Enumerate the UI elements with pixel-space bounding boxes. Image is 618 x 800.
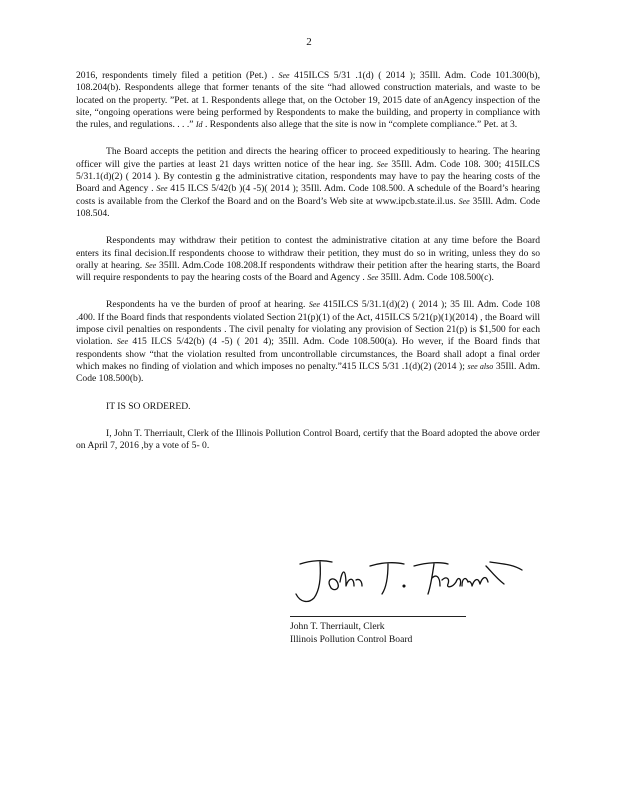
page-number: 2 <box>306 36 312 48</box>
citation-signal: See <box>376 159 388 169</box>
citation-signal: See <box>116 337 129 347</box>
paragraph-burden: Respondents ha ve the burden of proof at hearing. See 415ILCS 5/31.1(d)(2) ( 2014 ); 35 Ill. Adm. Code 108 .400. If the Board finds that respondents violated Section 21(p)(1) of the Act, 415ILCS 5/21(p)(1)(2014) , the Board will impose civil penalties on respondents . The civil penalty for violating any provision of Section 21(p) is $1,500 for each violation. See 415 ILCS 5/42(b) (4 -5) ( 201 4); 35Ill. Adm. Code 108.500(a). Ho wever, if the Board finds that respondents show “that the violation resulted from uncontrollable circumstances, the Board shall adopt a final order which makes no finding of violation and which imposes no penalty.”415 ILCS 5/31 .1(d)(2) (2014 ); see also 35Ill. Adm. Code 108.500(b). <box>76 299 541 385</box>
citation-signal: See <box>458 196 470 206</box>
signer-organization: Illinois Pollution Control Board <box>290 633 413 645</box>
signature-block <box>290 621 412 646</box>
paragraph-certification: I, John T. Therriault, Clerk of the Illinois Pollution Control Board, certify that the Board adopted the above order on April 7, 2016 ,by a vote of 5- 0. <box>76 427 540 452</box>
citation-signal: See <box>308 300 320 310</box>
signer-name: John T. Therriault, Clerk <box>290 621 385 632</box>
citation-signal: See <box>156 184 168 194</box>
citation-signal: Id <box>195 120 203 130</box>
paragraph-petition: 2016, respondents timely filed a petition (Pet.) . See 415ILCS 5/31 .1(d) ( 2014 ); 35Ill. Adm. Code 101.300(b), 108.204(b). Respondents allege that former tenants of the site “had allowed construction materials, and waste to be located on the property. ”Pet. at 1. Respondents allege that, on the October 19, 2015 date of anAgency inspection of the site, “ongoing operations were being performed by Respondents to make the building, and property in compliance with the rules, and regulations. . . .” Id . Respondents also allege that the site is now in “complete compliance.” Pet. at 3. <box>76 70 540 131</box>
signature-line <box>290 616 466 617</box>
paragraph-withdraw: Respondents may withdraw their petition to contest the administrative citation at any time before the Board enters its final decision.If respondents choose to withdraw their petition, they must do so in writing, unless they do so orally at hearing. See 35Ill. Adm.Code 108.208.If respondents withdraw their petition after the hearing starts, the Board will require respondents to pay the hearing costs of the Board and Agency . See 35Ill. Adm. Code 108.500(c). <box>76 235 540 284</box>
citation-signal: See <box>278 71 290 80</box>
paragraph-ordered: IT IS SO ORDERED. <box>106 400 191 412</box>
citation-signal: See <box>367 273 379 283</box>
document-body <box>76 70 540 467</box>
paragraph-hearing: The Board accepts the petition and directs the hearing officer to proceed expeditiously to hearing. The hearing officer will give the parties at least 21 days written notice of the hear ing. See 35Ill. Adm. Code 108. 300; 415ILCS 5/31.1(d)(2) ( 2014 ). By contestin g the administrative citation, respondents may have to pay the hearing costs of the Board and Agency . See 415 ILCS 5/42(b )(4 -5)( 2014 ); 35Ill. Adm. Code 108.500. A schedule of the Board’s hearing costs is available from the Clerkof the Board and on the Board’s Web site at www.ipcb.state.il.us. See 35Ill. Adm. Code 108.504. <box>76 146 540 219</box>
signature-image <box>290 556 530 608</box>
citation-signal: see also <box>467 361 494 371</box>
citation-signal: See <box>145 260 157 270</box>
